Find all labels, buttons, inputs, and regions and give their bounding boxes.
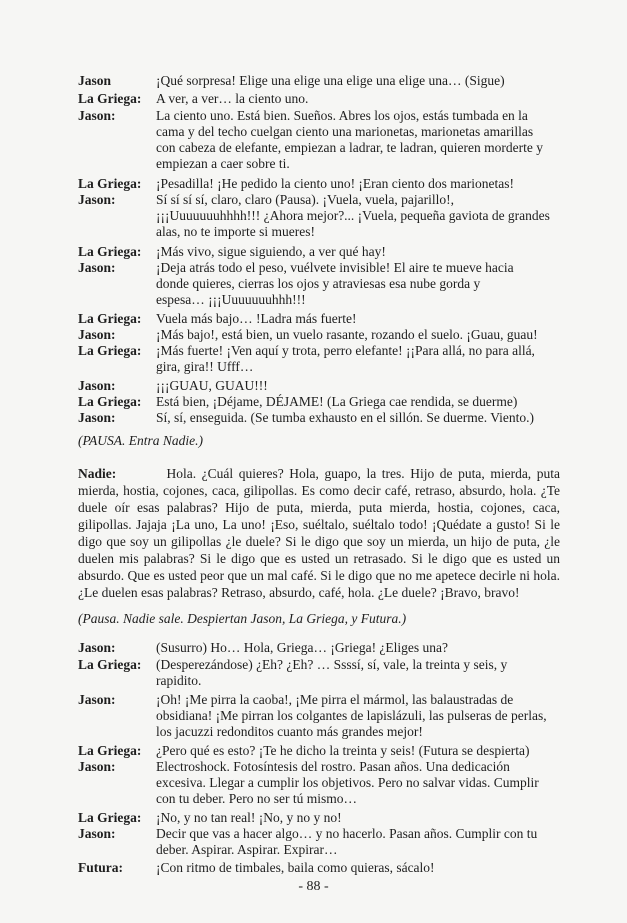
- line-text: Decir que vas a hacer algo… y no hacerlo. Pasan años. Cumplir con tu: [156, 826, 538, 841]
- line-text: con cabeza de elefante, empiezan a ladrar, te ladran, quieren morderte y: [156, 140, 543, 155]
- line-text: Sí, sí, enseguida. (Se tumba exhausto en el sillón. Se duerme. Viento.): [156, 410, 534, 425]
- line-text: con tu deber. Pero no ser tú mismo…: [156, 791, 357, 806]
- line-text: Está bien, ¡Déjame, DÉJAME! (La Griega cae rendida, se duerme): [156, 394, 518, 409]
- line-text: espesa… ¡¡¡Uuuuuuuhhh!!!: [156, 292, 306, 307]
- speaker-name: Jason: [78, 73, 112, 88]
- speaker-name: La Griega:: [78, 657, 142, 672]
- line-text: A ver, a ver… la ciento uno.: [156, 91, 309, 106]
- line-text: cama y del techo cuelgan ciento una marionetas, marionetas amarillas: [156, 124, 534, 139]
- line-text: rapidito.: [156, 673, 202, 688]
- speaker-name: La Griega:: [78, 743, 142, 758]
- line-text: Vuela más bajo… !Ladra más fuerte!: [156, 311, 357, 326]
- speaker-name: Jason:: [78, 260, 116, 275]
- speaker-name: Jason:: [78, 759, 116, 774]
- line-text: donde quieres, cierras los ojos y atraviesas esa nube gorda y: [156, 276, 481, 291]
- line-text: los jacuzzi redonditos cuanto más grandes mejor!: [156, 724, 423, 739]
- line-text: ¡Qué sorpresa! Elige una elige una elige una elige una… (Sigue): [156, 73, 505, 88]
- line-text: gira, gira!! Ufff…: [156, 359, 254, 374]
- line-text: deber. Aspirar. Aspirar. Expirar…: [156, 842, 338, 857]
- line-text: ¡Pesadilla! ¡He pedido la ciento uno! ¡Eran ciento dos marionetas!: [156, 176, 515, 191]
- nadie-monologue: [78, 465, 560, 601]
- speaker-name: Jason:: [78, 640, 116, 655]
- line-text: ¿Pero qué es esto? ¡Te he dicho la treinta y seis! (Futura se despierta): [156, 743, 530, 758]
- speaker-name: La Griega:: [78, 343, 142, 358]
- line-text: excesiva. Llegar a cumplir los objetivos. Pero no salvar vidas. Cumplir: [156, 775, 539, 790]
- speaker-name: Futura:: [78, 860, 123, 875]
- line-text: ¡Deja atrás todo el peso, vuélvete invisible! El aire te mueve hacia: [156, 260, 514, 275]
- line-text: ¡Más bajo!, está bien, un vuelo rasante, rozando el suelo. ¡Guau, guau!: [156, 327, 538, 342]
- line-text: alas, no te importe si mueres!: [156, 224, 315, 239]
- page-number: - 88 -: [298, 879, 329, 894]
- line-text: Electroshock. Fotosíntesis del rostro. Pasan años. Una dedicación: [156, 759, 510, 774]
- speaker-name: Nadie:: [78, 466, 117, 481]
- speaker-name: La Griega:: [78, 394, 142, 409]
- speaker-name: Jason:: [78, 192, 116, 207]
- line-text: empiezan a caer sobre ti.: [156, 156, 290, 171]
- speaker-name: La Griega:: [78, 244, 142, 259]
- line-text: ¡Con ritmo de timbales, baila como quieras, sácalo!: [156, 860, 435, 875]
- speaker-name: Jason:: [78, 410, 116, 425]
- line-text: (Susurro) Ho… Hola, Griega… ¡Griega! ¿Eliges una?: [156, 640, 449, 655]
- line-text: ¡¡¡GUAU, GUAU!!!: [156, 378, 268, 393]
- line-text: ¡Más vivo, sigue siguiendo, a ver qué hay!: [156, 244, 386, 259]
- speaker-name: La Griega:: [78, 91, 142, 106]
- stage-direction: (PAUSA. Entra Nadie.): [78, 433, 203, 448]
- line-text: ¡¡¡Uuuuuuuhhhh!!! ¿Ahora mejor?... ¡Vuela, pequeña gaviota de grandes: [156, 208, 550, 223]
- speaker-name: La Griega:: [78, 311, 142, 326]
- speaker-name: La Griega:: [78, 176, 142, 191]
- line-text: La ciento uno. Está bien. Sueños. Abres los ojos, estás tumbada en la: [156, 108, 528, 123]
- monologue-text: Hola. ¿Cuál quieres? Hola, guapo, la tres. Hijo de puta, mierda, puta mierda, hostia, cojones, caca, gilipollas. Es como decir café, retraso, absurdo, hola. ¿Te duele oír esas palabras? Hijo de puta, mierda, puta mierda, hostia, cojones, caca, gilipollas. Jajaja ¡La uno, La uno! ¡Eso, suéltalo, suéltalo todo! ¡Quédate a gusto! Si le digo que soy un gilipollas ¿le duele? Si le digo que soy un mierda, un hijo de puta, ¿le duelen mis palabras? Si le digo que es usted un retrasado. Si le digo que es usted un absurdo. Que es usted peor que un mal café. Si le digo que no me apetece decirle ni hola. ¿Le duelen esas palabras? Retraso, absurdo, café, hola. ¿Le duele? ¡Bravo, bravo!: [78, 466, 561, 600]
- speaker-name: Jason:: [78, 826, 116, 841]
- line-text: ¡No, y no tan real! ¡No, y no y no!: [156, 810, 342, 825]
- speaker-name: Jason:: [78, 327, 116, 342]
- speaker-name: Jason:: [78, 692, 116, 707]
- line-text: obsidiana! ¡Me pirran los colgantes de lapislázuli, las pulseras de perlas,: [156, 708, 547, 723]
- stage-direction: (Pausa. Nadie sale. Despiertan Jason, La Griega, y Futura.): [78, 611, 407, 626]
- line-text: (Desperezándose) ¿Eh? ¿Eh? … Ssssí, sí, vale, la treinta y seis, y: [156, 657, 508, 672]
- speaker-name: La Griega:: [78, 810, 142, 825]
- speaker-name: Jason:: [78, 108, 116, 123]
- line-text: ¡Más fuerte! ¡Ven aquí y trota, perro elefante! ¡¡Para allá, no para allá,: [156, 343, 535, 358]
- speaker-name: Jason:: [78, 378, 116, 393]
- line-text: ¡Oh! ¡Me pirra la caoba!, ¡Me pirra el mármol, las balaustradas de: [156, 692, 514, 707]
- line-text: Sí sí sí sí, claro, claro (Pausa). ¡Vuela, vuela, pajarillo!,: [156, 192, 454, 207]
